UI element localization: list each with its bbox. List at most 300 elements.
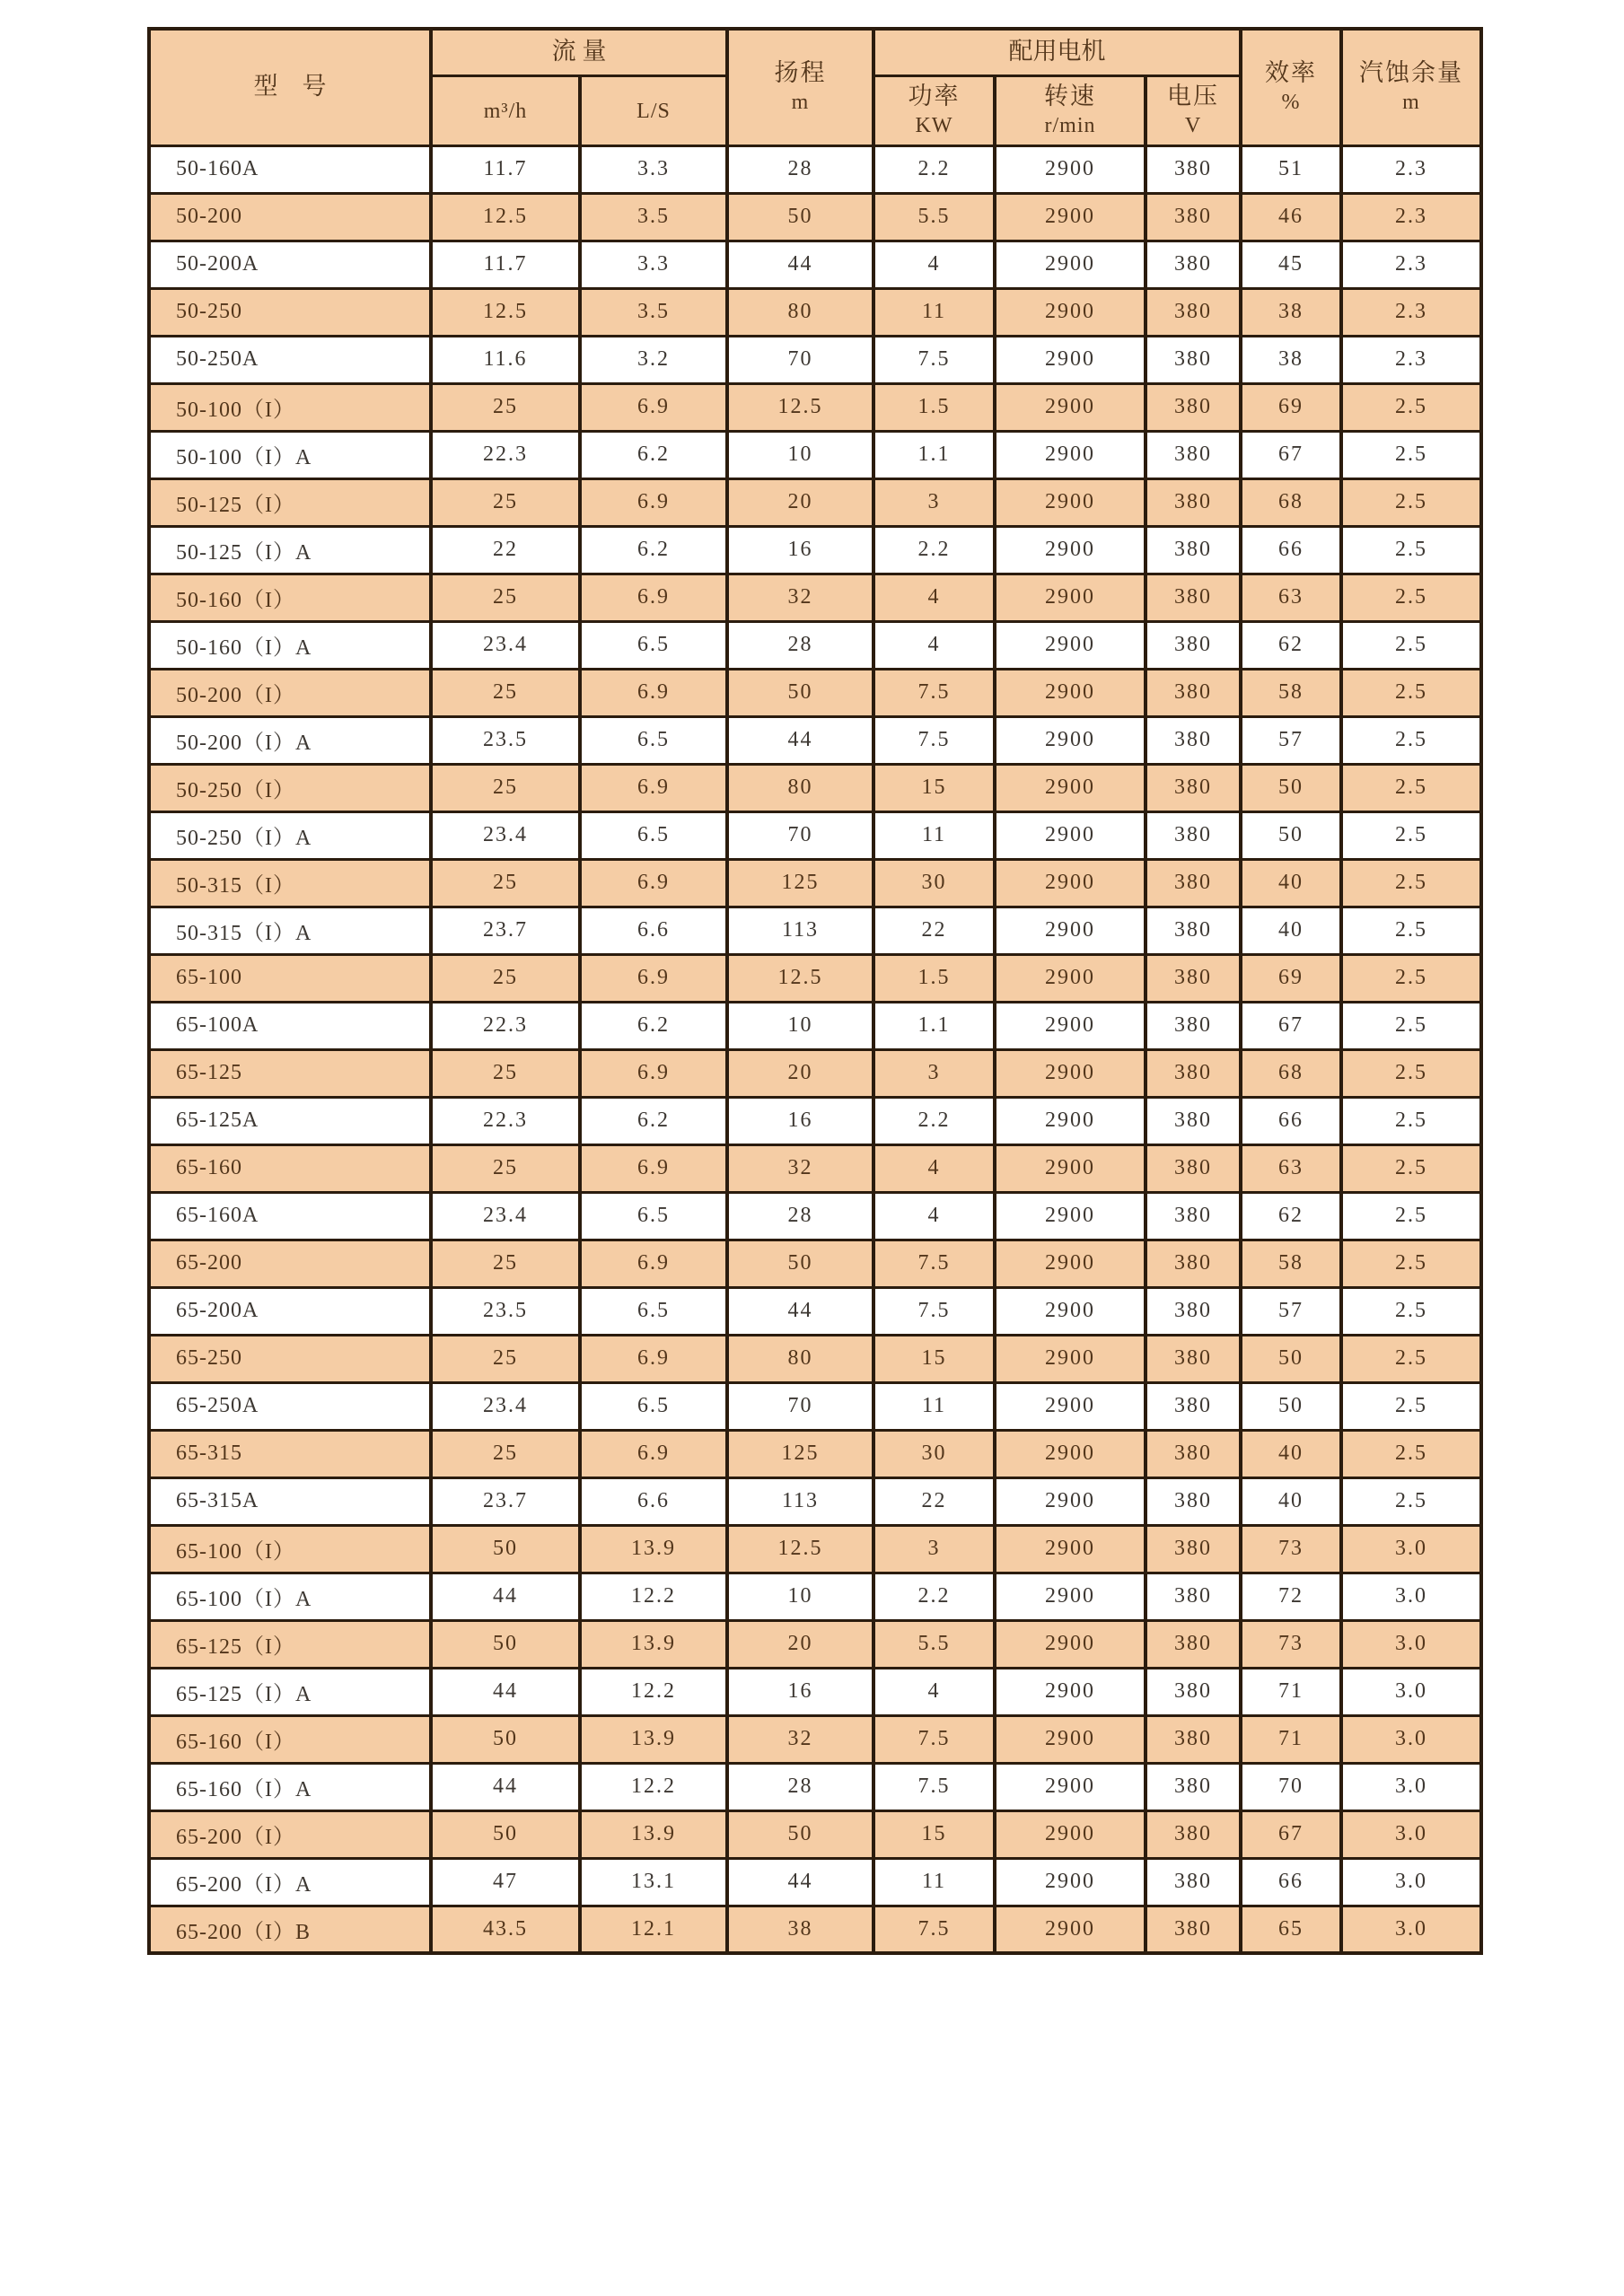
value-cell: 2.5 <box>1341 1240 1481 1287</box>
value-cell: 44 <box>431 1668 580 1715</box>
value-cell: 44 <box>431 1573 580 1620</box>
header-voltage <box>1146 75 1241 145</box>
value-cell: 380 <box>1146 1335 1241 1382</box>
value-cell: 380 <box>1146 1477 1241 1525</box>
value-cell: 3.5 <box>580 193 727 241</box>
table-row <box>149 241 1481 288</box>
value-cell: 380 <box>1146 383 1241 431</box>
value-cell: 68 <box>1241 1049 1341 1097</box>
value-cell: 2900 <box>995 1097 1146 1144</box>
header-power <box>873 75 995 145</box>
value-cell: 2900 <box>995 1858 1146 1906</box>
model-cell: 50-100（I） <box>149 383 431 431</box>
value-cell: 2.5 <box>1341 621 1481 669</box>
value-cell: 28 <box>727 621 873 669</box>
model-cell: 65-315A <box>149 1477 431 1525</box>
value-cell: 44 <box>727 716 873 764</box>
value-cell: 7.5 <box>873 1715 995 1763</box>
header-npsh-unit: m <box>1402 91 1420 115</box>
value-cell: 30 <box>873 859 995 907</box>
value-cell: 50 <box>727 1810 873 1858</box>
model-cell: 65-125（I） <box>149 1620 431 1668</box>
model-cell: 65-200A <box>149 1287 431 1335</box>
value-cell: 2900 <box>995 383 1146 431</box>
table-row <box>149 288 1481 336</box>
value-cell: 380 <box>1146 1144 1241 1192</box>
value-cell: 50 <box>431 1810 580 1858</box>
value-cell: 7.5 <box>873 669 995 716</box>
table-row <box>149 811 1481 859</box>
model-cell: 50-200 <box>149 193 431 241</box>
value-cell: 4 <box>873 1192 995 1240</box>
value-cell: 3.0 <box>1341 1573 1481 1620</box>
value-cell: 2.5 <box>1341 478 1481 526</box>
value-cell: 50 <box>1241 811 1341 859</box>
value-cell: 6.9 <box>580 1335 727 1382</box>
value-cell: 2900 <box>995 1477 1146 1525</box>
value-cell: 25 <box>431 1144 580 1192</box>
model-cell: 65-200 <box>149 1240 431 1287</box>
value-cell: 2.5 <box>1341 574 1481 621</box>
model-cell: 50-200（I）A <box>149 716 431 764</box>
model-cell: 65-160（I） <box>149 1715 431 1763</box>
value-cell: 380 <box>1146 1573 1241 1620</box>
value-cell: 6.9 <box>580 574 727 621</box>
value-cell: 13.9 <box>580 1715 727 1763</box>
value-cell: 16 <box>727 1097 873 1144</box>
value-cell: 28 <box>727 1192 873 1240</box>
model-cell: 65-100（I）A <box>149 1573 431 1620</box>
value-cell: 2900 <box>995 193 1146 241</box>
value-cell: 12.5 <box>727 1525 873 1573</box>
table-row <box>149 1335 1481 1382</box>
value-cell: 2900 <box>995 1906 1146 1953</box>
value-cell: 3.0 <box>1341 1620 1481 1668</box>
table-row <box>149 1906 1481 1953</box>
value-cell: 73 <box>1241 1525 1341 1573</box>
model-cell: 65-160 <box>149 1144 431 1192</box>
value-cell: 1.5 <box>873 954 995 1002</box>
value-cell: 2.5 <box>1341 1382 1481 1430</box>
table-row <box>149 1430 1481 1477</box>
table-row <box>149 1049 1481 1097</box>
value-cell: 15 <box>873 1810 995 1858</box>
value-cell: 380 <box>1146 1810 1241 1858</box>
value-cell: 11 <box>873 1382 995 1430</box>
header-power-unit: KW <box>915 113 953 137</box>
value-cell: 2900 <box>995 716 1146 764</box>
value-cell: 50 <box>431 1620 580 1668</box>
header-speed-label: 转速 <box>1044 83 1096 110</box>
value-cell: 380 <box>1146 1240 1241 1287</box>
value-cell: 11 <box>873 288 995 336</box>
value-cell: 70 <box>727 1382 873 1430</box>
value-cell: 50 <box>431 1715 580 1763</box>
value-cell: 20 <box>727 1620 873 1668</box>
value-cell: 12.1 <box>580 1906 727 1953</box>
table-row <box>149 478 1481 526</box>
value-cell: 380 <box>1146 336 1241 383</box>
value-cell: 6.2 <box>580 431 727 478</box>
value-cell: 6.2 <box>580 1097 727 1144</box>
value-cell: 2900 <box>995 621 1146 669</box>
header-motor-group: 配用电机 <box>873 29 1241 75</box>
value-cell: 7.5 <box>873 1763 995 1810</box>
value-cell: 380 <box>1146 241 1241 288</box>
table-row <box>149 907 1481 954</box>
value-cell: 11 <box>873 811 995 859</box>
value-cell: 25 <box>431 859 580 907</box>
value-cell: 22.3 <box>431 1097 580 1144</box>
model-cell: 65-100A <box>149 1002 431 1049</box>
value-cell: 13.9 <box>580 1620 727 1668</box>
value-cell: 2.5 <box>1341 1287 1481 1335</box>
value-cell: 6.9 <box>580 859 727 907</box>
value-cell: 2900 <box>995 1002 1146 1049</box>
value-cell: 3.3 <box>580 145 727 193</box>
header-power-label: 功率 <box>908 83 961 110</box>
value-cell: 47 <box>431 1858 580 1906</box>
model-cell: 65-100（I） <box>149 1525 431 1573</box>
model-cell: 50-125（I）A <box>149 526 431 574</box>
value-cell: 50 <box>431 1525 580 1573</box>
value-cell: 2900 <box>995 1763 1146 1810</box>
model-cell: 65-315 <box>149 1430 431 1477</box>
value-cell: 44 <box>431 1763 580 1810</box>
value-cell: 2.5 <box>1341 1430 1481 1477</box>
value-cell: 7.5 <box>873 1287 995 1335</box>
value-cell: 40 <box>1241 1430 1341 1477</box>
value-cell: 6.5 <box>580 1382 727 1430</box>
value-cell: 70 <box>1241 1763 1341 1810</box>
header-head-unit: m <box>791 91 810 115</box>
value-cell: 2.5 <box>1341 859 1481 907</box>
value-cell: 40 <box>1241 1477 1341 1525</box>
value-cell: 380 <box>1146 478 1241 526</box>
value-cell: 2900 <box>995 1335 1146 1382</box>
value-cell: 2900 <box>995 907 1146 954</box>
value-cell: 125 <box>727 1430 873 1477</box>
value-cell: 67 <box>1241 431 1341 478</box>
value-cell: 25 <box>431 1430 580 1477</box>
value-cell: 3 <box>873 478 995 526</box>
value-cell: 62 <box>1241 621 1341 669</box>
table-row <box>149 1525 1481 1573</box>
table-row <box>149 526 1481 574</box>
value-cell: 10 <box>727 1002 873 1049</box>
value-cell: 23.4 <box>431 621 580 669</box>
value-cell: 1.5 <box>873 383 995 431</box>
header-speed-unit: r/min <box>1044 113 1096 137</box>
value-cell: 2900 <box>995 1144 1146 1192</box>
value-cell: 11.7 <box>431 241 580 288</box>
value-cell: 380 <box>1146 859 1241 907</box>
value-cell: 2900 <box>995 1287 1146 1335</box>
value-cell: 2900 <box>995 574 1146 621</box>
value-cell: 30 <box>873 1430 995 1477</box>
table-row <box>149 336 1481 383</box>
value-cell: 63 <box>1241 1144 1341 1192</box>
value-cell: 2.5 <box>1341 954 1481 1002</box>
model-cell: 65-200（I） <box>149 1810 431 1858</box>
value-cell: 2.5 <box>1341 1477 1481 1525</box>
value-cell: 380 <box>1146 1620 1241 1668</box>
value-cell: 40 <box>1241 859 1341 907</box>
value-cell: 12.5 <box>431 193 580 241</box>
value-cell: 6.5 <box>580 1287 727 1335</box>
value-cell: 6.5 <box>580 716 727 764</box>
value-cell: 380 <box>1146 1430 1241 1477</box>
value-cell: 380 <box>1146 574 1241 621</box>
value-cell: 2.5 <box>1341 1192 1481 1240</box>
value-cell: 32 <box>727 1144 873 1192</box>
value-cell: 20 <box>727 1049 873 1097</box>
value-cell: 2900 <box>995 669 1146 716</box>
value-cell: 113 <box>727 1477 873 1525</box>
value-cell: 69 <box>1241 954 1341 1002</box>
value-cell: 28 <box>727 145 873 193</box>
value-cell: 2900 <box>995 859 1146 907</box>
value-cell: 50 <box>1241 1335 1341 1382</box>
value-cell: 125 <box>727 859 873 907</box>
value-cell: 5.5 <box>873 1620 995 1668</box>
value-cell: 6.5 <box>580 621 727 669</box>
value-cell: 2900 <box>995 145 1146 193</box>
value-cell: 4 <box>873 574 995 621</box>
model-cell: 65-250A <box>149 1382 431 1430</box>
model-cell: 50-200A <box>149 241 431 288</box>
table-row <box>149 193 1481 241</box>
value-cell: 12.2 <box>580 1668 727 1715</box>
value-cell: 2.5 <box>1341 383 1481 431</box>
value-cell: 32 <box>727 1715 873 1763</box>
value-cell: 380 <box>1146 669 1241 716</box>
value-cell: 380 <box>1146 1906 1241 1953</box>
value-cell: 22.3 <box>431 431 580 478</box>
value-cell: 2900 <box>995 1620 1146 1668</box>
value-cell: 15 <box>873 764 995 811</box>
model-cell: 65-125 <box>149 1049 431 1097</box>
table-row <box>149 383 1481 431</box>
value-cell: 6.2 <box>580 526 727 574</box>
header-efficiency <box>1241 29 1341 145</box>
value-cell: 3.0 <box>1341 1810 1481 1858</box>
model-cell: 50-250 <box>149 288 431 336</box>
value-cell: 2.3 <box>1341 288 1481 336</box>
value-cell: 13.1 <box>580 1858 727 1906</box>
value-cell: 7.5 <box>873 1240 995 1287</box>
value-cell: 6.2 <box>580 1002 727 1049</box>
value-cell: 2900 <box>995 764 1146 811</box>
table-row <box>149 1240 1481 1287</box>
header-flow-ls: L/S <box>580 75 727 145</box>
value-cell: 70 <box>727 811 873 859</box>
header-speed <box>995 75 1146 145</box>
value-cell: 2.2 <box>873 1573 995 1620</box>
table-row <box>149 669 1481 716</box>
table-row <box>149 716 1481 764</box>
value-cell: 3.3 <box>580 241 727 288</box>
model-cell: 50-160（I） <box>149 574 431 621</box>
value-cell: 380 <box>1146 621 1241 669</box>
value-cell: 20 <box>727 478 873 526</box>
table-row <box>149 574 1481 621</box>
model-cell: 65-200（I）B <box>149 1906 431 1953</box>
value-cell: 380 <box>1146 1287 1241 1335</box>
table-row <box>149 954 1481 1002</box>
value-cell: 2.2 <box>873 526 995 574</box>
value-cell: 73 <box>1241 1620 1341 1668</box>
value-cell: 11.7 <box>431 145 580 193</box>
value-cell: 2.5 <box>1341 431 1481 478</box>
value-cell: 380 <box>1146 1525 1241 1573</box>
model-cell: 50-250A <box>149 336 431 383</box>
value-cell: 3.0 <box>1341 1858 1481 1906</box>
model-cell: 50-250（I）A <box>149 811 431 859</box>
value-cell: 4 <box>873 1668 995 1715</box>
value-cell: 380 <box>1146 954 1241 1002</box>
value-cell: 2900 <box>995 288 1146 336</box>
value-cell: 12.2 <box>580 1573 727 1620</box>
value-cell: 71 <box>1241 1715 1341 1763</box>
value-cell: 32 <box>727 574 873 621</box>
value-cell: 15 <box>873 1335 995 1382</box>
value-cell: 58 <box>1241 669 1341 716</box>
value-cell: 380 <box>1146 526 1241 574</box>
value-cell: 6.9 <box>580 478 727 526</box>
table-row <box>149 1382 1481 1430</box>
table-row <box>149 1620 1481 1668</box>
value-cell: 58 <box>1241 1240 1341 1287</box>
value-cell: 6.9 <box>580 764 727 811</box>
value-cell: 57 <box>1241 1287 1341 1335</box>
value-cell: 44 <box>727 1287 873 1335</box>
model-cell: 65-200（I）A <box>149 1858 431 1906</box>
value-cell: 380 <box>1146 193 1241 241</box>
model-cell: 65-125（I）A <box>149 1668 431 1715</box>
value-cell: 2.2 <box>873 145 995 193</box>
value-cell: 380 <box>1146 1763 1241 1810</box>
value-cell: 2.5 <box>1341 669 1481 716</box>
value-cell: 2.5 <box>1341 1144 1481 1192</box>
value-cell: 2900 <box>995 336 1146 383</box>
value-cell: 2900 <box>995 1430 1146 1477</box>
value-cell: 380 <box>1146 1049 1241 1097</box>
value-cell: 2.5 <box>1341 526 1481 574</box>
header-npsh-label: 汽蚀余量 <box>1359 59 1464 87</box>
value-cell: 70 <box>727 336 873 383</box>
value-cell: 3.0 <box>1341 1715 1481 1763</box>
value-cell: 80 <box>727 764 873 811</box>
table-row <box>149 1097 1481 1144</box>
value-cell: 2.5 <box>1341 1002 1481 1049</box>
value-cell: 65 <box>1241 1906 1341 1953</box>
table-row <box>149 1573 1481 1620</box>
value-cell: 6.5 <box>580 811 727 859</box>
value-cell: 28 <box>727 1763 873 1810</box>
header-head-label: 扬程 <box>774 59 827 87</box>
model-cell: 50-315（I） <box>149 859 431 907</box>
value-cell: 2.3 <box>1341 241 1481 288</box>
value-cell: 2.5 <box>1341 716 1481 764</box>
value-cell: 67 <box>1241 1810 1341 1858</box>
value-cell: 2900 <box>995 954 1146 1002</box>
value-cell: 23.4 <box>431 1192 580 1240</box>
model-cell: 65-250 <box>149 1335 431 1382</box>
value-cell: 38 <box>1241 288 1341 336</box>
value-cell: 6.9 <box>580 669 727 716</box>
value-cell: 66 <box>1241 1097 1341 1144</box>
value-cell: 12.5 <box>727 954 873 1002</box>
table-body <box>149 145 1481 1953</box>
value-cell: 50 <box>1241 764 1341 811</box>
value-cell: 3.5 <box>580 288 727 336</box>
table-row <box>149 764 1481 811</box>
table-row <box>149 1287 1481 1335</box>
table-row <box>149 1668 1481 1715</box>
value-cell: 12.5 <box>727 383 873 431</box>
value-cell: 2.3 <box>1341 193 1481 241</box>
value-cell: 23.5 <box>431 1287 580 1335</box>
value-cell: 380 <box>1146 1192 1241 1240</box>
value-cell: 2900 <box>995 1240 1146 1287</box>
value-cell: 2900 <box>995 478 1146 526</box>
value-cell: 380 <box>1146 1715 1241 1763</box>
value-cell: 66 <box>1241 526 1341 574</box>
value-cell: 380 <box>1146 145 1241 193</box>
value-cell: 10 <box>727 431 873 478</box>
value-cell: 25 <box>431 478 580 526</box>
value-cell: 46 <box>1241 193 1341 241</box>
value-cell: 2.5 <box>1341 1335 1481 1382</box>
value-cell: 3.0 <box>1341 1763 1481 1810</box>
value-cell: 45 <box>1241 241 1341 288</box>
value-cell: 44 <box>727 241 873 288</box>
value-cell: 380 <box>1146 431 1241 478</box>
value-cell: 2900 <box>995 241 1146 288</box>
value-cell: 23.4 <box>431 1382 580 1430</box>
value-cell: 2900 <box>995 431 1146 478</box>
value-cell: 11.6 <box>431 336 580 383</box>
model-cell: 50-250（I） <box>149 764 431 811</box>
value-cell: 1.1 <box>873 431 995 478</box>
value-cell: 2.2 <box>873 1097 995 1144</box>
model-cell: 50-200（I） <box>149 669 431 716</box>
table-row <box>149 1810 1481 1858</box>
value-cell: 3.2 <box>580 336 727 383</box>
header-model: 型 号 <box>149 29 431 145</box>
model-cell: 50-100（I）A <box>149 431 431 478</box>
value-cell: 6.9 <box>580 954 727 1002</box>
model-cell: 50-315（I）A <box>149 907 431 954</box>
value-cell: 2.3 <box>1341 336 1481 383</box>
value-cell: 2900 <box>995 1715 1146 1763</box>
value-cell: 380 <box>1146 811 1241 859</box>
model-cell: 65-125A <box>149 1097 431 1144</box>
model-cell: 65-160（I）A <box>149 1763 431 1810</box>
value-cell: 22 <box>431 526 580 574</box>
table-row <box>149 1002 1481 1049</box>
value-cell: 6.9 <box>580 383 727 431</box>
model-cell: 50-125（I） <box>149 478 431 526</box>
value-cell: 380 <box>1146 1858 1241 1906</box>
value-cell: 3 <box>873 1049 995 1097</box>
value-cell: 23.7 <box>431 907 580 954</box>
value-cell: 6.6 <box>580 907 727 954</box>
value-cell: 4 <box>873 1144 995 1192</box>
value-cell: 380 <box>1146 1382 1241 1430</box>
value-cell: 380 <box>1146 1002 1241 1049</box>
